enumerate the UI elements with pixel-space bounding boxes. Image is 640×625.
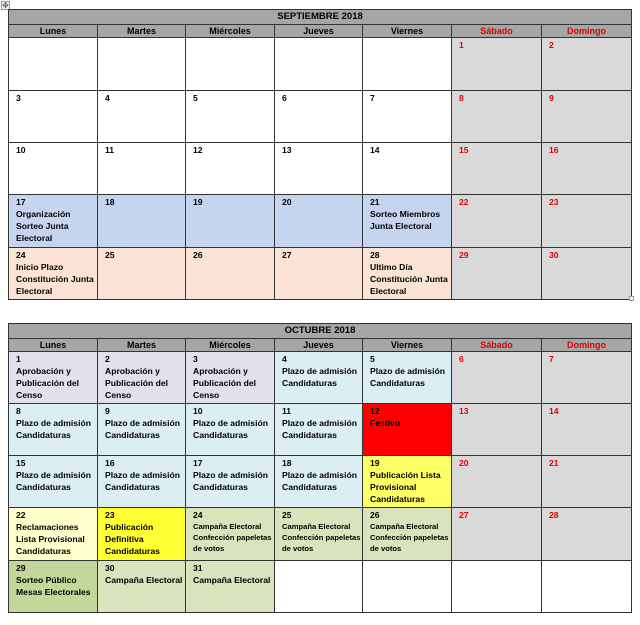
day-cell xyxy=(452,143,542,195)
day-cell xyxy=(275,195,363,248)
table-resize-handle-icon[interactable] xyxy=(629,296,634,301)
day-number: 24 xyxy=(16,250,26,260)
weekday-header: Viernes xyxy=(363,25,452,38)
day-event-text: Organización Sorteo Junta Electoral xyxy=(16,209,71,243)
day-event-text: Ultimo Día Constitución Junta Electoral xyxy=(370,262,448,296)
day-cell xyxy=(363,143,452,195)
day-cell xyxy=(542,404,632,456)
day-cell xyxy=(9,352,98,404)
day-number: 26 xyxy=(370,510,380,520)
day-cell xyxy=(452,248,542,300)
weekday-header: Domingo xyxy=(542,25,632,38)
day-number: 13 xyxy=(282,145,292,155)
day-event-text: Plazo de admisión Candidaturas xyxy=(16,418,91,440)
day-cell xyxy=(275,404,363,456)
day-number: 23 xyxy=(549,197,559,207)
day-event-text: Campaña Electoral Confección papeletas de votos xyxy=(282,522,361,553)
day-event-text: Campaña Electoral xyxy=(105,575,183,585)
day-number: 21 xyxy=(370,197,380,207)
day-cell xyxy=(98,143,186,195)
day-number: 15 xyxy=(459,145,469,155)
day-event-text: Aprobación y Publicación del Censo xyxy=(16,366,80,400)
day-event-text: Campaña Electoral Confección papeletas de votos xyxy=(370,522,449,553)
day-number: 27 xyxy=(459,510,469,520)
day-cell xyxy=(9,508,98,561)
day-cell xyxy=(98,404,186,456)
weekday-header: Miércoles xyxy=(186,339,275,352)
day-cell xyxy=(363,38,452,91)
day-number: 6 xyxy=(282,93,287,103)
month-title: OCTUBRE 2018 xyxy=(9,324,632,339)
day-number: 28 xyxy=(370,250,380,260)
day-cell xyxy=(542,248,632,300)
day-number: 25 xyxy=(282,510,292,520)
day-cell xyxy=(542,91,632,143)
day-event-text: Campaña Electoral xyxy=(193,575,271,585)
weekday-header: Domingo xyxy=(542,339,632,352)
day-cell xyxy=(363,248,452,300)
day-cell xyxy=(9,91,98,143)
day-number: 4 xyxy=(282,354,287,364)
day-number: 1 xyxy=(16,354,21,364)
month-title: SEPTIEMBRE 2018 xyxy=(9,10,632,25)
day-cell xyxy=(186,248,275,300)
september-calendar xyxy=(8,9,632,300)
day-cell xyxy=(98,38,186,91)
day-number: 19 xyxy=(370,458,380,468)
day-cell xyxy=(275,38,363,91)
day-number: 29 xyxy=(16,563,26,573)
day-number: 24 xyxy=(193,510,203,520)
day-cell xyxy=(275,456,363,508)
day-cell xyxy=(186,143,275,195)
day-cell xyxy=(542,561,632,613)
day-number: 18 xyxy=(105,197,115,207)
day-number: 9 xyxy=(549,93,554,103)
day-number: 14 xyxy=(370,145,380,155)
day-number: 2 xyxy=(549,40,554,50)
day-cell xyxy=(98,561,186,613)
day-number: 19 xyxy=(193,197,203,207)
day-cell xyxy=(452,456,542,508)
day-cell xyxy=(542,456,632,508)
day-event-text: Inicio Plazo Constitución Junta Electoral xyxy=(16,262,94,296)
day-cell xyxy=(363,561,452,613)
day-number: 11 xyxy=(282,406,292,416)
day-cell xyxy=(186,38,275,91)
day-cell xyxy=(275,561,363,613)
day-number: 1 xyxy=(459,40,464,50)
day-event-text: Plazo de admisión Candidaturas xyxy=(282,470,357,492)
weekday-header: Sábado xyxy=(452,339,542,352)
day-number: 30 xyxy=(549,250,559,260)
day-cell xyxy=(98,456,186,508)
weekday-header: Viernes xyxy=(363,339,452,352)
day-event-text: Sorteo Público Mesas Electorales xyxy=(16,575,91,597)
day-number: 12 xyxy=(370,406,380,416)
day-cell xyxy=(275,248,363,300)
day-number: 7 xyxy=(370,93,375,103)
day-number: 2 xyxy=(105,354,110,364)
day-number: 6 xyxy=(459,354,464,364)
weekday-header: Jueves xyxy=(275,25,363,38)
day-cell xyxy=(9,456,98,508)
day-cell xyxy=(186,456,275,508)
weekday-header: Martes xyxy=(98,339,186,352)
day-cell xyxy=(363,508,452,561)
day-number: 9 xyxy=(105,406,110,416)
day-cell xyxy=(542,38,632,91)
day-event-text: Plazo de admisión Candidaturas xyxy=(105,418,180,440)
day-number: 20 xyxy=(459,458,469,468)
weekday-header: Lunes xyxy=(9,25,98,38)
day-cell xyxy=(452,404,542,456)
day-cell xyxy=(186,195,275,248)
day-number: 22 xyxy=(16,510,26,520)
day-number: 25 xyxy=(105,250,115,260)
day-number: 3 xyxy=(16,93,21,103)
day-cell xyxy=(542,352,632,404)
day-number: 26 xyxy=(193,250,203,260)
day-number: 17 xyxy=(193,458,203,468)
day-cell xyxy=(9,38,98,91)
day-cell xyxy=(363,195,452,248)
day-cell xyxy=(186,352,275,404)
day-event-text: Plazo de admisión Candidaturas xyxy=(193,418,268,440)
day-cell xyxy=(452,91,542,143)
day-event-text: Plazo de admisión Candidaturas xyxy=(282,418,357,440)
day-event-text: Plazo de admisión Candidaturas xyxy=(193,470,268,492)
day-cell xyxy=(452,195,542,248)
day-number: 30 xyxy=(105,563,115,573)
day-number: 16 xyxy=(549,145,559,155)
day-event-text: Campaña Electoral Confección papeletas de votos xyxy=(193,522,272,553)
day-event-text: Plazo de admisión Candidaturas xyxy=(282,366,357,388)
day-number: 31 xyxy=(193,563,203,573)
day-cell xyxy=(9,404,98,456)
day-number: 23 xyxy=(105,510,115,520)
weekday-header: Jueves xyxy=(275,339,363,352)
day-cell xyxy=(9,195,98,248)
day-number: 16 xyxy=(105,458,115,468)
day-number: 28 xyxy=(549,510,559,520)
day-cell xyxy=(98,352,186,404)
day-cell xyxy=(542,143,632,195)
weekday-header: Sábado xyxy=(452,25,542,38)
day-number: 17 xyxy=(16,197,26,207)
day-number: 11 xyxy=(105,145,115,155)
day-number: 22 xyxy=(459,197,469,207)
day-cell xyxy=(9,248,98,300)
day-number: 7 xyxy=(549,354,554,364)
day-number: 8 xyxy=(16,406,21,416)
day-event-text: Plazo de admisión Candidaturas xyxy=(16,470,91,492)
day-cell xyxy=(363,91,452,143)
day-number: 10 xyxy=(193,406,203,416)
day-number: 14 xyxy=(549,406,559,416)
day-number: 15 xyxy=(16,458,26,468)
october-calendar xyxy=(8,323,632,613)
day-number: 10 xyxy=(16,145,26,155)
day-cell xyxy=(275,143,363,195)
table-move-handle-icon[interactable]: ✥ xyxy=(2,1,9,10)
day-cell xyxy=(186,91,275,143)
day-cell xyxy=(542,508,632,561)
day-cell xyxy=(98,248,186,300)
day-number: 27 xyxy=(282,250,292,260)
day-cell xyxy=(9,143,98,195)
day-cell xyxy=(452,38,542,91)
day-cell xyxy=(452,508,542,561)
day-event-text: Aprobación y Publicación del Censo xyxy=(193,366,257,400)
day-cell xyxy=(98,195,186,248)
day-cell xyxy=(186,404,275,456)
day-event-text: Festivo xyxy=(370,418,401,428)
day-cell xyxy=(542,195,632,248)
day-cell xyxy=(98,91,186,143)
day-event-text: Plazo de admisión Candidaturas xyxy=(105,470,180,492)
day-cell xyxy=(452,352,542,404)
day-cell xyxy=(98,508,186,561)
day-cell xyxy=(275,508,363,561)
day-cell xyxy=(186,561,275,613)
day-cell xyxy=(9,561,98,613)
day-cell xyxy=(452,561,542,613)
day-event-text: Publicación Lista Provisional Candidaturas xyxy=(370,470,441,504)
weekday-header: Miércoles xyxy=(186,25,275,38)
weekday-header: Lunes xyxy=(9,339,98,352)
day-number: 20 xyxy=(282,197,292,207)
day-cell xyxy=(275,352,363,404)
weekday-header: Martes xyxy=(98,25,186,38)
day-number: 21 xyxy=(549,458,559,468)
day-number: 5 xyxy=(193,93,198,103)
day-event-text: Publicación Definitiva Candidaturas xyxy=(105,522,160,556)
day-number: 8 xyxy=(459,93,464,103)
day-event-text: Plazo de admisión Candidaturas xyxy=(370,366,445,388)
day-number: 3 xyxy=(193,354,198,364)
day-event-text: Aprobación y Publicación del Censo xyxy=(105,366,169,400)
day-number: 4 xyxy=(105,93,110,103)
day-event-text: Sorteo Miembros Junta Electoral xyxy=(370,209,441,231)
day-cell xyxy=(363,456,452,508)
day-number: 18 xyxy=(282,458,292,468)
day-cell xyxy=(363,404,452,456)
day-cell xyxy=(186,508,275,561)
day-number: 12 xyxy=(193,145,203,155)
day-number: 13 xyxy=(459,406,469,416)
day-number: 5 xyxy=(370,354,375,364)
day-cell xyxy=(363,352,452,404)
day-cell xyxy=(275,91,363,143)
day-number: 29 xyxy=(459,250,469,260)
day-event-text: Reclamaciones Lista Provisional Candidaturas xyxy=(16,522,85,556)
